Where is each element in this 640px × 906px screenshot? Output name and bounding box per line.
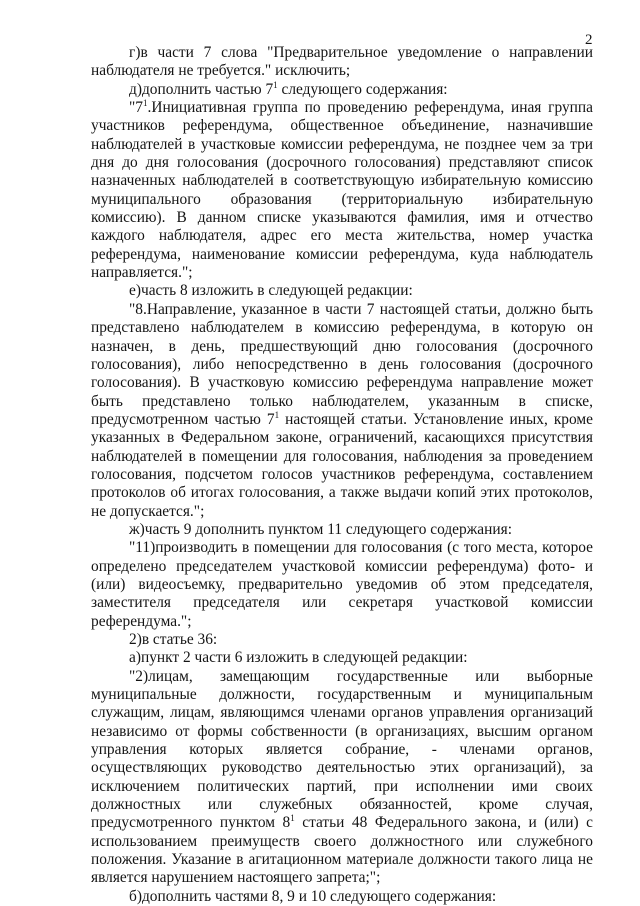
paragraph-item-b: б)дополнить частями 8, 9 и 10 следующего содержания: bbox=[129, 887, 497, 905]
paragraph-item-g: г)в части 7 слова "Предварительное уведомление о направлении наблюдателя не требуется." исключить; bbox=[91, 44, 593, 80]
paragraph-article-36: 2)в статье 36: bbox=[129, 631, 218, 648]
paragraph-item-e: е)часть 8 изложить в следующей редакции: bbox=[129, 282, 413, 300]
superscript: 1 bbox=[274, 409, 280, 420]
superscript: 1 bbox=[273, 79, 278, 90]
page-number: 2 bbox=[585, 32, 593, 48]
paragraph-item-a: а)пункт 2 части 6 изложить в следующей редакции: bbox=[129, 649, 468, 667]
superscript: 1 bbox=[142, 98, 148, 109]
paragraph-item-d: д)дополнить частью $7^1$ следующего содержания: bbox=[129, 79, 448, 98]
paragraph-part-8-text: "8.Направление, указанное в части 7 настоящей статьи, должно быть представлено наблюдателем в комиссию референдума, в которую он назначен, в день, предшествующий дню голосования (досрочного голосования), либо непосредственно в день голосования (досрочного голосования). В участковую комиссию референдума направление может быть представлено только наблюдателем, указанным в списке, предусмотренном частью $7^1$ настоящей статьи. Установление иных, кроме указанных в Федеральном законе, ограничений, касающихся присутствия наблюдателей в помещении для голосования, наблюдения за проведением голосования, подсчетом голосов участников референдума, составлением протоколов об итогах голосования, а также выдачи копий этих протоколов, не допускается."; bbox=[91, 300, 593, 520]
document-body bbox=[91, 44, 593, 906]
paragraph-item-zh: ж)часть 9 дополнить пунктом 11 следующего содержания: bbox=[129, 520, 512, 538]
superscript: 1 bbox=[290, 813, 295, 824]
paragraph-part-7-1-text: "$7^1.Инициативная$ группа по проведению референдума, иная группа участников референдума, общественное объединение, назначившие наблюдателей в участковые комиссии референдума, не позднее чем за три дня до дня голосования (досрочного голосования) представляют список назначенных наблюдателей в соответствующую избирательную комиссию муниципального образования (территориальную избирательную комиссию). В данном списке указываются фамилия, имя и отчество каждого наблюдателя, адрес его места жительства, номер участка референдума, наименование комиссии референдума, куда наблюдатель направляется."; bbox=[91, 98, 593, 282]
paragraph-point-2-text: "2)лицам, замещающим государственные или выборные муниципальные должности, государственным и муниципальным служащим, лицам, являющимся членами органов управления организаций независимо от формы собственности (в организациях, высшим органом управления которых является собрание, - членами органов, осуществляющих руководство деятельностью этих организаций), за исключением политических партий, при исполнении ими своих должностных или служебных обязанностей, кроме случая, предусмотренного пунктом $8^1$ статьи 48 Федерального закона, и (или) с использованием преимуществ своего должностного или служебного положения. Указание в агитационном материале должности такого лица не является нарушением настоящего запрета;"; bbox=[91, 667, 593, 887]
paragraph-point-11-text: "11)производить в помещении для голосования (с того места, которое определено председателем участковой комиссии референдума) фото- и (или) видеосъемку, предварительно уведомив об этом председателя, заместителя председателя или секретаря участковой комиссии референдума."; bbox=[91, 539, 593, 630]
